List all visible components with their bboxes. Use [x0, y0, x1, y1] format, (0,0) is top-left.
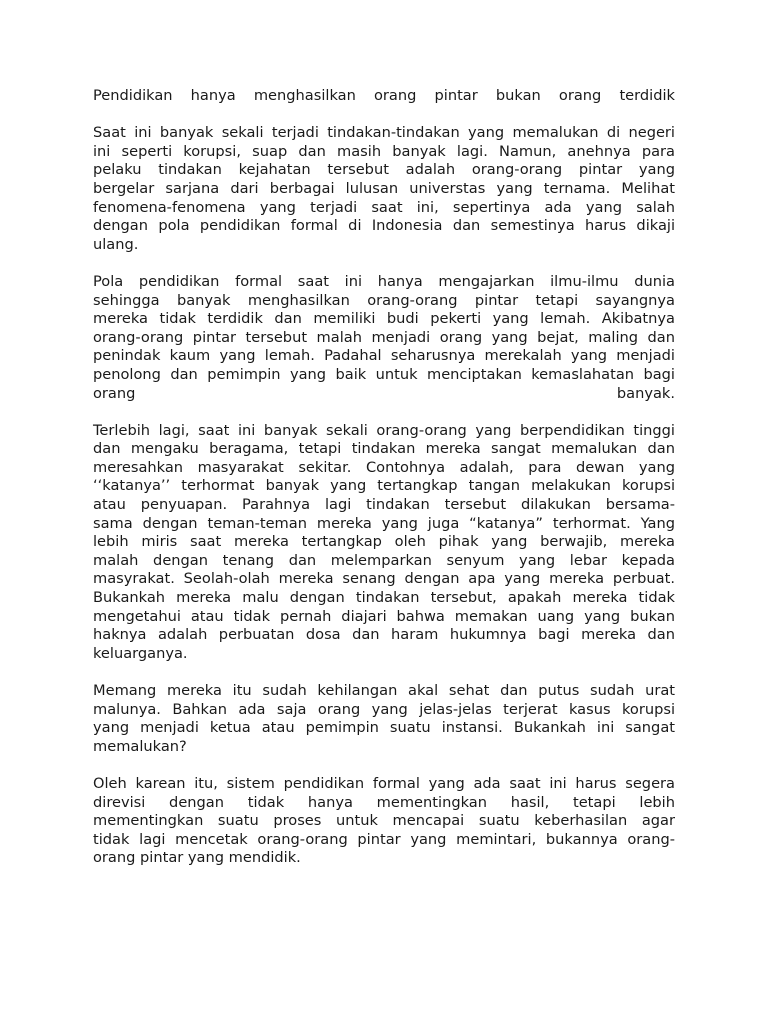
paragraph-line: haknya adalah perbuatan dosa dan haram hukumnya bagi mereka dan — [93, 626, 675, 644]
paragraph-line: malah dengan tenang dan melemparkan senyum yang lebar kepada — [93, 551, 675, 569]
paragraph-1 — [93, 124, 675, 254]
paragraph-line: direvisi dengan tidak hanya mementingkan hasil, tetapi lebih — [93, 793, 675, 811]
paragraph-line: orang pintar yang mendidik. — [93, 849, 301, 867]
paragraph-4 — [93, 682, 675, 756]
paragraph-line: sehingga banyak menghasilkan orang-orang pintar tetapi sayangnya — [93, 291, 675, 309]
paragraph-line: memalukan? — [93, 737, 187, 755]
paragraph-5 — [93, 775, 675, 868]
paragraph-line: dan mengaku beragama, tetapi tindakan mereka sangat memalukan dan — [93, 440, 675, 458]
paragraph-2 — [93, 273, 675, 403]
paragraph-3 — [93, 422, 675, 664]
paragraph-line: penindak kaum yang lemah. Padahal seharusnya merekalah yang menjadi — [93, 347, 675, 365]
paragraph-line: orang-orang pintar tersebut malah menjadi orang yang bejat, maling dan — [93, 328, 675, 346]
paragraph-line: Pola pendidikan formal saat ini hanya mengajarkan ilmu-ilmu dunia — [93, 272, 675, 290]
paragraph-line: mengetahui atau tidak pernah diajari bahwa memakan uang yang bukan — [93, 607, 675, 625]
paragraph-line: pelaku tindakan kejahatan tersebut adalah orang-orang pintar yang — [93, 161, 675, 179]
paragraph-line: atau penyuapan. Parahnya lagi tindakan tersebut dilakukan bersama- — [93, 496, 675, 514]
paragraph-line: Memang mereka itu sudah kehilangan akal sehat dan putus sudah urat — [93, 682, 675, 699]
paragraph-line: meresahkan masyarakat sekitar. Contohnya adalah, para dewan yang — [93, 458, 675, 476]
paragraph-line: Oleh karean itu, sistem pendidikan formal yang ada saat ini harus segera — [93, 774, 675, 792]
paragraph-line: orang banyak. — [93, 384, 675, 402]
document-title: Pendidikan hanya menghasilkan orang pintar bukan orang terdidik — [93, 87, 675, 104]
document-body — [93, 87, 675, 887]
paragraph-line: lebih miris saat mereka tertangkap oleh pihak yang berwajib, mereka — [93, 533, 675, 551]
paragraph-line: sama dengan teman-teman mereka yang juga “katanya” terhormat. Yang — [93, 514, 675, 532]
paragraph-line: Bukankah mereka malu dengan tindakan tersebut, apakah mereka tidak — [93, 589, 675, 607]
paragraph-line: ‘‘katanya’’ terhormat banyak yang tertangkap tangan melakukan korupsi — [93, 477, 675, 495]
paragraph-line: fenomena-fenomena yang terjadi saat ini, sepertinya ada yang salah — [93, 198, 675, 216]
paragraph-line: malunya. Bahkan ada saja orang yang jelas-jelas terjerat kasus korupsi — [93, 700, 675, 718]
paragraph-line: dengan pola pendidikan formal di Indonesia dan semestinya harus dikaji — [93, 217, 675, 235]
paragraph-line: Saat ini banyak sekali terjadi tindakan-tindakan yang memalukan di negeri — [93, 124, 675, 142]
paragraph-line: mementingkan suatu proses untuk mencapai suatu keberhasilan agar — [93, 812, 675, 830]
paragraph-line: yang menjadi ketua atau pemimpin suatu instansi. Bukankah ini sangat — [93, 719, 675, 737]
paragraph-line: ulang. — [93, 235, 139, 253]
paragraph-line: bergelar sarjana dari berbagai lulusan universtas yang ternama. Melihat — [93, 179, 675, 197]
paragraph-line: penolong dan pemimpin yang baik untuk menciptakan kemaslahatan bagi — [93, 365, 675, 383]
paragraph-line: keluarganya. — [93, 644, 188, 662]
paragraph-line: Terlebih lagi, saat ini banyak sekali orang-orang yang berpendidikan tinggi — [93, 421, 675, 439]
paragraph-line: ini seperti korupsi, suap dan masih banyak lagi. Namun, anehnya para — [93, 142, 675, 160]
paragraph-line: mereka tidak terdidik dan memiliki budi pekerti yang lemah. Akibatnya — [93, 310, 675, 328]
paragraph-line: masyrakat. Seolah-olah mereka senang dengan apa yang mereka perbuat. — [93, 570, 675, 588]
paragraph-line: tidak lagi mencetak orang-orang pintar yang memintari, bukannya orang- — [93, 830, 675, 848]
